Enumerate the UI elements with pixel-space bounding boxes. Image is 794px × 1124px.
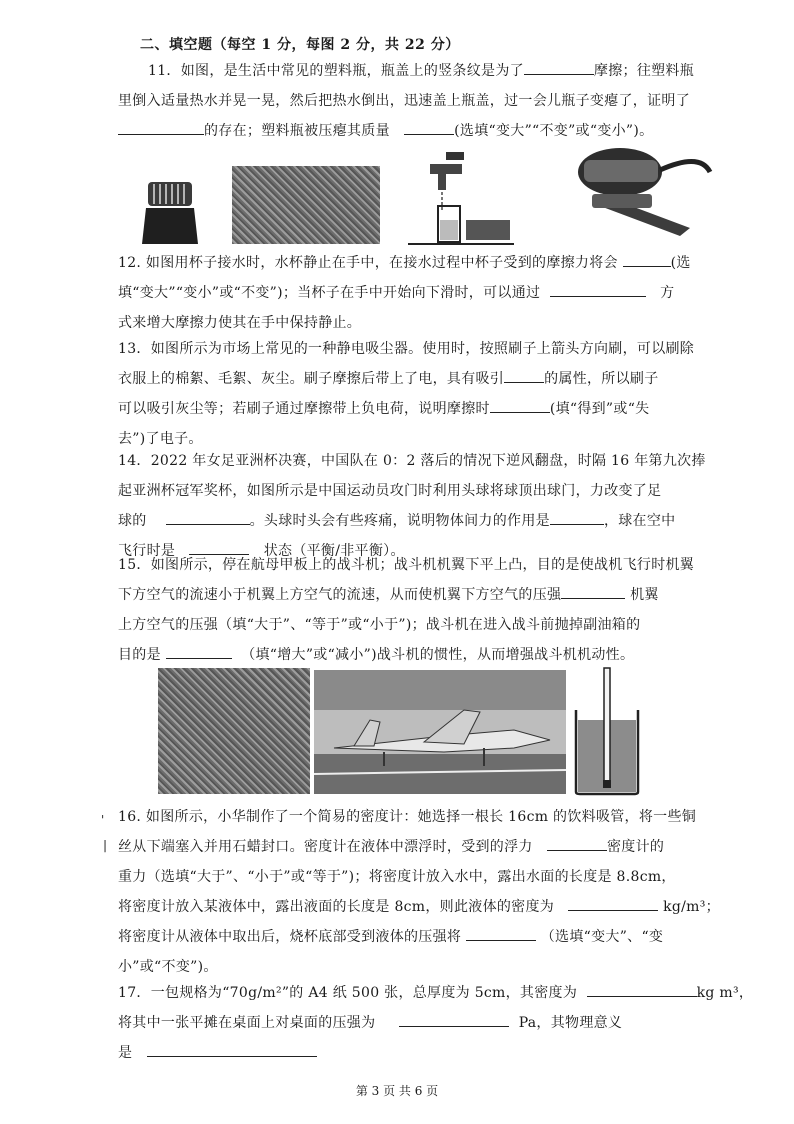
page-footer: 第 3 页 共 6 页 [355, 1084, 439, 1098]
q11-blank-1[interactable] [524, 58, 594, 75]
question-16 [118, 802, 720, 982]
q13-line2-a: 衣服上的棉絮、毛絮、灰尘。刷子摩擦后带上了电，具有吸引 [118, 371, 505, 387]
q16-line4-b: kg/m³； [663, 899, 720, 915]
q16-line3: 重力（选填“大于”、“小于”或“等于”)；将密度计放入水中，露出水面的长度是 8.8cm， [118, 869, 676, 885]
q16-blank-2[interactable] [568, 894, 658, 911]
q13-blank-1[interactable] [504, 366, 544, 383]
q11-line2: 里倒入适量热水并晃一晃，然后把热水倒出，迅速盖上瓶盖，过一会儿瓶子变瘪了，证明了 [118, 93, 690, 109]
q17-line1-a: 17．一包规格为“70g/m²”的 A4 纸 500 张，总厚度为 5cm，其密度为 [118, 985, 578, 1001]
header-soccer-photo [158, 668, 310, 794]
q14-line4-b: 状态（平衡/非平衡）。 [263, 543, 405, 559]
margin-bar: | [103, 838, 108, 852]
q15-line4-a: 目的是 [118, 647, 161, 663]
q11-line3-b: (选填“变大”“不变”或“变小”)。 [454, 123, 654, 139]
question-11 [148, 56, 694, 86]
q15-line3: 上方空气的压强（填“大于”、“等于”或“小于”)；战斗机在进入战斗前抛掉副油箱的 [118, 617, 641, 633]
q11-blank-2[interactable] [118, 118, 204, 135]
q15-blank-1[interactable] [561, 582, 625, 599]
q17-line2-a: 将其中一张平摊在桌面上对桌面的压强为 [118, 1015, 376, 1031]
q16-line4-a: 将密度计放入某液体中，露出液面的长度是 8cm，则此液体的密度为 [118, 899, 555, 915]
dust-brush-figure [570, 142, 720, 242]
q16-blank-1[interactable] [547, 834, 607, 851]
q12-blank-1[interactable] [623, 250, 671, 267]
q16-line6: 小”或“不变”)。 [118, 959, 218, 975]
q16-line2-b: 密度计的 [606, 839, 665, 855]
q12-line2-a: 填“变大”“变小”或“不变”)；当杯子在手中开始向下滑时，可以通过 [118, 285, 541, 301]
q14-line3-a: 球的 [118, 513, 147, 529]
question-11-cont [118, 86, 690, 146]
fighter-jet-icon [314, 670, 566, 794]
q15-line2-b: 机翼 [630, 587, 659, 603]
q13-line4: 去”)了电子。 [118, 431, 203, 447]
q15-blank-2[interactable] [166, 642, 232, 659]
q16-line5-a: 将密度计从液体中取出后，烧杯底部受到液体的压强将 [118, 929, 462, 945]
q17-line3: 是 [118, 1045, 133, 1061]
q14-blank-1[interactable] [166, 508, 250, 525]
q14-line4-a: 飞行时是 [118, 543, 176, 559]
q11-blank-3[interactable] [404, 118, 454, 135]
density-meter-beaker-figure [574, 664, 642, 796]
q12-blank-2[interactable] [550, 280, 646, 297]
q17-line1-b: kg m³， [696, 985, 754, 1001]
faucet-cup-figure [406, 150, 516, 250]
section-title: 二、填空题（每空 1 分，每图 2 分，共 22 分） [140, 37, 460, 53]
question-12 [118, 248, 691, 338]
q17-line2-b: Pa，其物理意义 [518, 1015, 623, 1031]
q17-blank-2[interactable] [399, 1010, 509, 1027]
q12-line1-b: (选 [670, 255, 691, 271]
q14-line3-c: ，球在空中 [603, 513, 676, 529]
q14-line3-b: 。头球时头会有些疼痛，说明物体间力的作用是 [249, 513, 550, 529]
q11-line1-b: 摩擦；往塑料瓶 [593, 63, 695, 79]
fighter-jet-photo [314, 670, 566, 794]
q11-line3-a: 的存在；塑料瓶被压瘪其质量 [204, 123, 390, 139]
question-15 [118, 550, 694, 670]
q15-line4-b: （填“增大”或“减小”)战斗机的惯性，从而增强战斗机机动性。 [241, 647, 635, 663]
q14-line1: 14．2022 年女足亚洲杯决赛，中国队在 0：2 落后的情况下逆风翻盘，时隔 16 年第九次捧 [118, 453, 706, 469]
q14-line2: 起亚洲杯冠军奖杯，如图所示是中国运动员攻门时利用头球将球顶出球门，力改变了足 [118, 483, 662, 499]
q13-line1: 13．如图所示为市场上常见的一种静电吸尘器。使用时，按照刷子上箭头方向刷，可以刷除 [118, 341, 695, 357]
question-14 [118, 446, 706, 566]
q12-line2-b: 方 [660, 285, 675, 301]
q16-blank-3[interactable] [466, 924, 536, 941]
q15-line2-a: 下方空气的流速小于机翼上方空气的流速，从而使机翼下方空气的压强 [118, 587, 562, 603]
q12-line3: 式来增大摩擦力使其在手中保持静止。 [118, 315, 362, 331]
q16-line2-a: 丝从下端塞入并用石蜡封口。密度计在液体中漂浮时，受到的浮力 [118, 839, 533, 855]
q13-line3-a: 可以吸引灰尘等；若刷子通过摩擦带上负电荷，说明摩擦时 [118, 401, 490, 417]
q12-line1-a: 12. 如图用杯子接水时，水杯静止在手中，在接水过程中杯子受到的摩擦力将会 [118, 255, 618, 271]
q16-line5-b: （选填“变大”、“变 [540, 929, 664, 945]
question-17 [118, 978, 753, 1068]
margin-tick: ' [101, 813, 105, 827]
bottle-cap-figure [140, 178, 200, 248]
q17-blank-1[interactable] [587, 980, 697, 997]
q13-blank-2[interactable] [490, 396, 550, 413]
crushed-bottle-photo [232, 166, 380, 244]
q13-line2-b: 的属性，所以刷子 [544, 371, 659, 387]
q11-line1-a: 11．如图，是生活中常见的塑料瓶，瓶盖上的竖条纹是为了 [148, 63, 524, 79]
q17-blank-3[interactable] [147, 1040, 317, 1057]
q14-blank-2[interactable] [550, 508, 604, 525]
q15-line1: 15．如图所示，停在航母甲板上的战斗机；战斗机机翼下平上凸，目的是使战机飞行时机翼 [118, 557, 695, 573]
q16-line1: 16. 如图所示，小华制作了一个简易的密度计：她选择一根长 16cm 的饮料吸管，将一些铜 [118, 809, 697, 825]
question-13 [118, 334, 694, 454]
q13-line3-b: (填“得到”或“失 [549, 401, 650, 417]
